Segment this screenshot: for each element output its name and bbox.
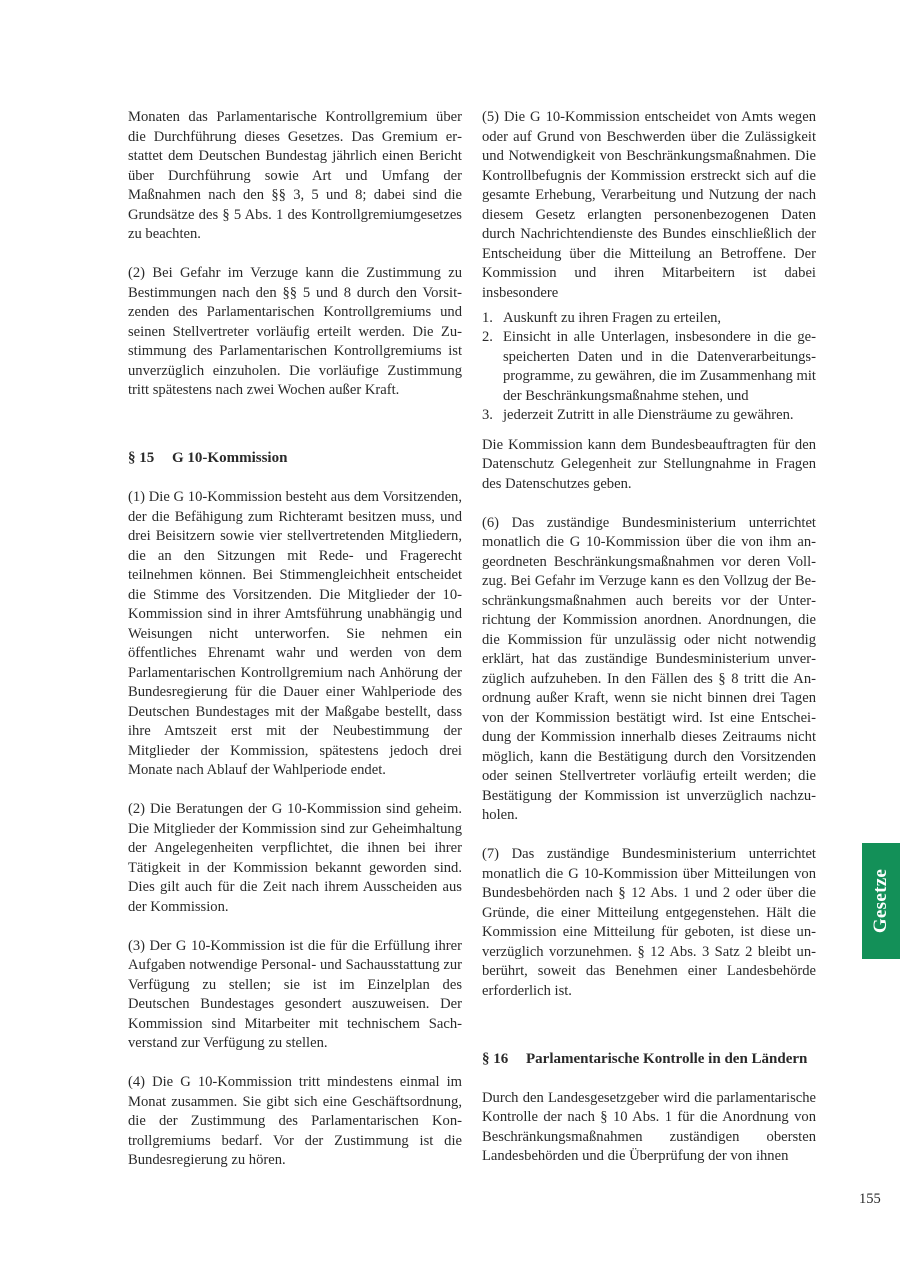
section-number: § 15 — [128, 450, 155, 466]
list-item-number: 2. — [482, 329, 493, 345]
section-title: Parlamentarische Kontrolle in den Ländern — [526, 1050, 808, 1067]
list-item — [482, 328, 816, 406]
chapter-tab-gesetze — [862, 843, 900, 959]
section-15-paragraph-4: (4) Die G 10-Kommission tritt mindestens einmal im Monat zusammen. Sie gibt sich eine Geschäftsordnung, die der Zustimmung des Parlamentarischen Kontrollgremiums bedarf. Vor der Zustimmung ist die Bundesregierung zu hören. — [128, 1074, 462, 1168]
list-item — [482, 309, 816, 329]
section-15-paragraph-7: (7) Das zuständige Bundesministerium unterrichtet monatlich die G 10-Kommission über Mitteilungen von Bundesbehörden nach § 12 Abs. 1 und 2 oder über die Gründe, die einer Mitteilung entgegenstehen. Hält die Kommission eine Mitteilung für geboten, ist diese unverzüglich vorzunehmen. § 12 Abs. 3 Satz 2 bleibt unberührt, soweit das Benehmen einer Landesbehörde erforderlich ist. — [482, 846, 816, 999]
page-number: 155 — [859, 1191, 881, 1207]
paragraph-2: (2) Bei Gefahr im Verzuge kann die Zustimmung zu Bestimmungen nach den §§ 5 und 8 durch den Vorsitzenden des Parlamentarischen Kontrollgremiums und seinen Stellvertreter vorläufig erteilt werden. Die Zustimmung des Parlamentarischen Kontrollgremiums ist unverzüglich einzuholen. Die vorläufige Zustimmung tritt spätestens nach zwei Wochen außer Kraft. — [128, 265, 462, 398]
section-15-paragraph-1: (1) Die G 10-Kommission besteht aus dem Vorsitzenden, der die Befähigung zum Richteramt besitzen muss, und drei Beisitzern sowie vier stellvertretenden Mitgliedern, die an den Sitzungen mit Rede- und Fragerecht teilnehmen können. Bei Stimmengleichheit entscheidet die Stimme des Vorsitzenden. Die Mitglieder der 10-Kommission sind in ihrer Amtsführung unabhängig und Weisungen nicht unterworfen. Sie nehmen ein öffentliches Ehrenamt wahr und werden von dem Parlamentarischen Kontrollgremium nach Anhörung der Bundesregierung für die Dauer einer Wahlperiode des Deutschen Bundestages mit der Maßgabe bestellt, dass ihre Amtszeit erst mit der Neubestimmung der Mitglieder der Kommission, spätestens jedoch drei Monate nach Ablauf der Wahlperiode endet. — [128, 489, 462, 778]
chapter-tab-label: Gesetze — [870, 868, 891, 934]
section-15-paragraph-5: (5) Die G 10-Kommission entscheidet von Amts wegen oder auf Grund von Beschwerden über die Zulässigkeit und Notwendigkeit von Beschränkungsmaßnahmen. Die Kontrollbefugnis der Kommission erstreckt sich auf die gesamte Erhebung, Verarbeitung und Nutzung der nach diesem Gesetz erlangten personenbezogenen Daten durch Nachrichtendienste des Bundes einschließlich der Entscheidung über die Mitteilung an Betroffene. Der Kommission und ihren Mitarbeitern ist dabei insbesondere — [482, 109, 816, 301]
list-item-text: Einsicht in alle Unterlagen, insbesondere in die gespeicherten Daten und in die Datenverarbeitungsprogramme, zu gewähren, die im Zusammenhang mit der Beschränkungsmaßnahme stehen, und — [503, 329, 816, 404]
paragraph-intro: Monaten das Parlamentarische Kontrollgremium über die Durchführung dieses Gesetzes. Das Gremium erstattet dem Deutschen Bundestag jährlich einen Bericht über Durchführung sowie Art und Umfang der Maßnahmen nach den §§ 3, 5 und 8; dabei sind die Grundsätze des § 5 Abs. 1 des Kontrollgremiumgesetzes zu beachten. — [128, 109, 462, 242]
section-15-paragraph-2: (2) Die Beratungen der G 10-Kommission sind geheim. Die Mitglieder der Kommission sind zur Geheimhaltung der Angelegenheiten verpflichtet, die ihnen bei ihrer Tätigkeit in der Kommission bekannt geworden sind. Dies gilt auch für die Zeit nach ihrem Ausscheiden aus der Kommission. — [128, 801, 462, 915]
numbered-list — [482, 309, 816, 426]
list-item — [482, 406, 816, 426]
list-item-number: 1. — [482, 309, 493, 326]
list-item-text: Auskunft zu ihren Fragen zu erteilen, — [503, 309, 722, 326]
left-column — [128, 108, 462, 1190]
list-item-text: jederzeit Zutritt in alle Diensträume zu gewähren. — [503, 407, 794, 423]
section-15-paragraph-3: (3) Der G 10-Kommission ist die für die Erfüllung ihrer Aufgaben notwendige Personal- und Sachausstattung zur Verfügung zu stellen; sie ist im Einzelplan des Deutschen Bundestages gesondert auszuweisen. Der Kommission sind Mitarbeiter mit technischem Sachverstand zur Verfügung zu stellen. — [128, 937, 462, 1051]
section-15-paragraph-5-continued: Die Kommission kann dem Bundesbeauftragten für den Datenschutz Gelegenheit zur Stellungnahme in Fragen des Datenschutzes geben. — [482, 436, 816, 492]
section-title: G 10-Kommission — [172, 450, 288, 466]
spacer — [128, 420, 462, 449]
spacer — [482, 1021, 816, 1050]
list-item-number: 3. — [482, 407, 493, 423]
right-column — [482, 108, 816, 1186]
section-15-paragraph-6: (6) Das zuständige Bundesministerium unterrichtet monatlich die G 10-Kommission über die von ihm angeordneten Beschränkungsmaßnahmen vor deren Vollzug. Bei Gefahr im Verzuge kann es den Vollzug der Beschränkungsmaßnahmen auch bereits vor der Unterrichtung der Kommission anordnen. Anordnungen, die die Kommission für unzulässig oder nicht notwendig erklärt, hat das zuständige Bundesministerium unverzüglich aufzuheben. In den Fällen des § 8 tritt die Anordnung außer Kraft, wenn sie nicht binnen drei Tagen von der Kommission bestätigt wird. Ist eine Entscheidung der Kommission innerhalb dieses Zeitraums nicht möglich, kann die Bestätigung durch den Vorsitzenden oder seinen Stellvertreter vorläufig erteilt werden; die Bestätigung der Kommission ist unverzüglich nachzuholen. — [482, 514, 816, 823]
section-15-heading — [128, 449, 462, 469]
section-16-heading — [482, 1050, 816, 1070]
section-number: § 16 — [482, 1050, 509, 1067]
section-16-paragraph-1: Durch den Landesgesetzgeber wird die parlamentarische Kontrolle der nach § 10 Abs. 1 für die Anordnung von Beschränkungsmaßnahmen zuständigen obersten Landesbehörden und die Überprüfung der von ihnen — [482, 1089, 816, 1164]
